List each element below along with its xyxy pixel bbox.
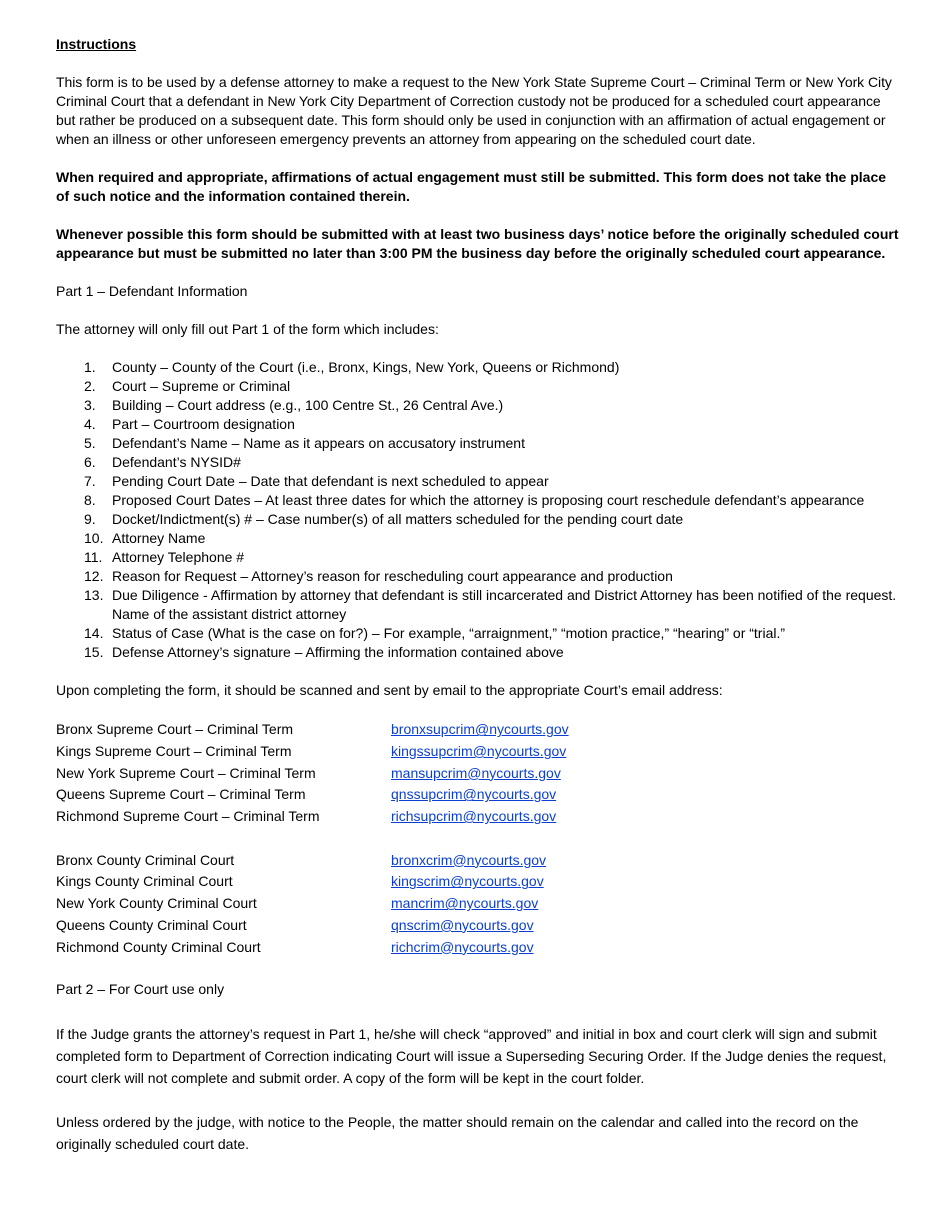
court-email-table — [56, 719, 569, 958]
list-number: 10. — [84, 530, 104, 546]
list-text: Part – Courtroom designation — [112, 416, 295, 432]
court-name: Richmond Supreme Court – Criminal Term — [56, 808, 320, 825]
list-text: Attorney Name — [112, 530, 206, 546]
list-number: 15. — [84, 644, 104, 660]
list-number: 4. — [84, 416, 96, 432]
deadline-notice: Whenever possible this form should be submitted with at least two business days’ notice before the originally scheduled court appearance but must be submitted no later than 3:00 PM the business day before the originally scheduled court appearance. — [56, 226, 899, 261]
part1-title: Part 1 – Defendant Information — [56, 283, 248, 299]
list-text: Building – Court address (e.g., 100 Centre St., 26 Central Ave.) — [112, 397, 504, 413]
list-item — [56, 567, 901, 586]
intro-paragraph: This form is to be used by a defense attorney to make a request to the New York State Supreme Court – Criminal Term or New York City Criminal Court that a defendant in New York City Department of Correction custody not be produced for a scheduled court appearance but rather be produced on a subsequent date. This form should only be used in conjunction with an affirmation of actual engagement or when an illness or other unforeseen emergency prevents an attorney from appearing on the scheduled court date. — [56, 74, 892, 147]
table-row — [56, 784, 569, 806]
list-text: Proposed Court Dates – At least three dates for which the attorney is proposing court reschedule defendant’s appearance — [112, 492, 865, 508]
part2-title: Part 2 – For Court use only — [56, 980, 225, 997]
court-name: Kings Supreme Court – Criminal Term — [56, 743, 292, 760]
table-row — [56, 936, 569, 958]
list-text: Docket/Indictment(s) # – Case number(s) of all matters scheduled for the pending court date — [112, 511, 684, 527]
list-text: Defendant’s NYSID# — [112, 454, 241, 470]
list-item — [56, 510, 901, 529]
court-name: Kings County Criminal Court — [56, 873, 233, 890]
judge-instructions: If the Judge grants the attorney’s request in Part 1, he/she will check “approved” and initial in box and court clerk will sign and submit completed form to Department of Correction indicating Court will issue a Superseding Securing Order. If the Judge denies the request, court clerk will not complete and submit order. A copy of the form will be kept in the court folder. — [56, 1025, 887, 1086]
list-text: Reason for Request – Attorney’s reason for rescheduling court appearance and production — [112, 568, 673, 584]
list-item — [56, 434, 901, 453]
list-number: 12. — [84, 568, 104, 584]
list-text: Status of Case (What is the case on for?) – For example, “arraignment,” “motion practice,” “hearing” or “trial.” — [112, 625, 786, 641]
document-page — [56, 35, 901, 1155]
court-email-link[interactable]: richsupcrim@nycourts.gov — [391, 808, 557, 825]
list-item — [56, 453, 901, 472]
list-number: 14. — [84, 625, 104, 641]
list-text: County – County of the Court (i.e., Bronx, Kings, New York, Queens or Richmond) — [112, 359, 620, 375]
table-row — [56, 893, 569, 915]
list-item — [56, 472, 901, 491]
email-intro: Upon completing the form, it should be scanned and sent by email to the appropriate Court’s email address: — [56, 682, 723, 698]
list-item — [56, 624, 901, 643]
table-row — [56, 762, 569, 784]
table-spacer — [56, 827, 569, 849]
list-number: 7. — [84, 473, 96, 489]
list-number: 11. — [84, 549, 103, 565]
list-item — [56, 586, 901, 624]
list-text: Due Diligence - Affirmation by attorney that defendant is still incarcerated and District Attorney has been notified of the request. Name of the assistant district attorney — [112, 587, 897, 622]
list-item — [56, 491, 901, 510]
court-name: Queens Supreme Court – Criminal Term — [56, 786, 306, 803]
court-name: New York County Criminal Court — [56, 895, 257, 912]
list-text: Defendant’s Name – Name as it appears on accusatory instrument — [112, 435, 525, 451]
list-number: 8. — [84, 492, 96, 508]
list-text: Pending Court Date – Date that defendant is next scheduled to appear — [112, 473, 549, 489]
engagement-notice: When required and appropriate, affirmations of actual engagement must still be submitted. This form does not take the place of such notice and the information contained therein. — [56, 169, 887, 204]
list-number: 2. — [84, 378, 96, 394]
court-name: Richmond County Criminal Court — [56, 938, 261, 955]
list-number: 3. — [84, 397, 96, 413]
list-text: Attorney Telephone # — [112, 549, 245, 565]
table-row — [56, 871, 569, 893]
court-email-link[interactable]: kingscrim@nycourts.gov — [391, 873, 544, 890]
court-name: Queens County Criminal Court — [56, 916, 247, 933]
list-number: 13. — [84, 587, 104, 603]
list-text: Defense Attorney’s signature – Affirming the information contained above — [112, 644, 564, 660]
table-row — [56, 806, 569, 828]
list-item — [56, 377, 901, 396]
court-email-link[interactable]: mancrim@nycourts.gov — [391, 895, 539, 912]
court-name: Bronx Supreme Court – Criminal Term — [56, 721, 294, 738]
part1-field-list — [56, 358, 901, 662]
court-email-link[interactable]: bronxsupcrim@nycourts.gov — [391, 721, 569, 738]
list-item — [56, 358, 901, 377]
court-name: Bronx County Criminal Court — [56, 851, 235, 868]
list-item — [56, 643, 901, 662]
part1-intro: The attorney will only fill out Part 1 of the form which includes: — [56, 321, 439, 337]
list-item — [56, 415, 901, 434]
court-email-link[interactable]: bronxcrim@nycourts.gov — [391, 851, 547, 868]
court-email-link[interactable]: qnssupcrim@nycourts.gov — [391, 786, 557, 803]
court-email-link[interactable]: richcrim@nycourts.gov — [391, 938, 534, 955]
table-row — [56, 849, 569, 871]
table-row — [56, 741, 569, 763]
list-text: Court – Supreme or Criminal — [112, 378, 291, 394]
list-item — [56, 529, 901, 548]
court-email-link[interactable]: mansupcrim@nycourts.gov — [391, 764, 561, 781]
list-number: 6. — [84, 454, 96, 470]
table-row — [56, 719, 569, 741]
court-email-link[interactable]: qnscrim@nycourts.gov — [391, 916, 534, 933]
table-row — [56, 915, 569, 937]
calendar-note: Unless ordered by the judge, with notice to the People, the matter should remain on the calendar and called into the record on the originally scheduled court date. — [56, 1113, 859, 1152]
list-number: 5. — [84, 435, 96, 451]
list-number: 9. — [84, 511, 96, 527]
list-item — [56, 396, 901, 415]
list-item — [56, 548, 901, 567]
court-email-link[interactable]: kingssupcrim@nycourts.gov — [391, 743, 567, 760]
instructions-heading: Instructions — [56, 36, 137, 52]
list-number: 1. — [84, 359, 96, 375]
court-name: New York Supreme Court – Criminal Term — [56, 764, 316, 781]
